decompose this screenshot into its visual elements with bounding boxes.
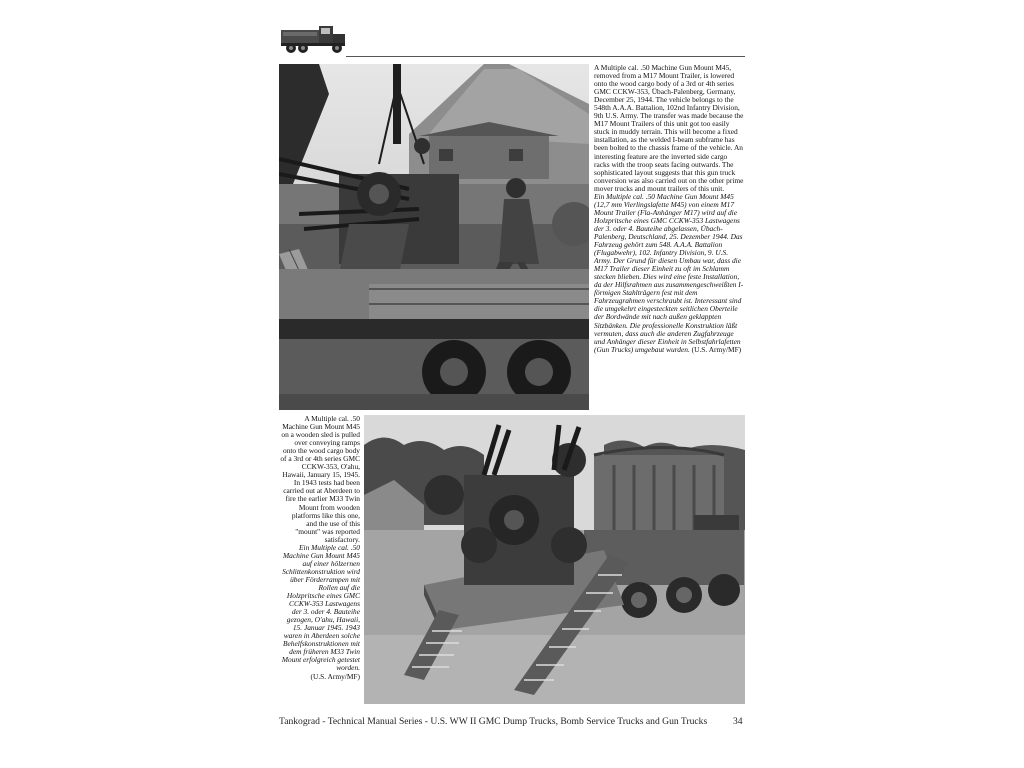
gun-mount-sled-photo	[364, 415, 745, 704]
caption-top-credit: (U.S. Army/MF)	[691, 344, 742, 354]
caption-top-german: Ein Multiple cal. .50 Machine Gun Mount M45 (12,7 mm Vierlingslafette M45) von einem M17 Mount Trailer (Fla-Anhänger M17) wird auf die Holzpritsche eines GMC CCKW-353 Lastwagens der 3. oder 4. Bauteihe abgelassen, Übach-Palenberg, Deutschland, 25. Dezember 1944. Das Fahrzeug gehört zum 548. A.A.A. Battalion (Flugabwehr), 102. Infantry Division, 9. U.S. Army. Der Grund für diesen Umbau war, dass die M17 Trailer dieser Einheit zu oft im Schlamm stecken blieben. Dies wird eine feste Installation, da der Hilfsrahmen aus zusammengeschweißten I-förmigen Stahlträgern fest mit dem Fahrzeugrahmen verschraubt ist. Interessant sind die umgekehrt eingesteckten seitlichen Oberteile der Bordwände mit nach außen geklappten Sitzbänken. Die professionelle Konstruktion läßt vermuten, dass auch die anderen Zugfahrzeuge und Anhänger dieser Einheit in Selbstfahrlafetten (Gun Trucks) umgebaut wurden.	[594, 191, 744, 354]
caption-bottom-english: A Multiple cal. .50 Machine Gun Mount M45 on a wooden sled is pulled over conveying ramps onto the wood cargo body of a 3rd or 4th series GMC CCKW-353, O'ahu, Hawaii, January 15, 1945. In 1943 tests had been carried out at Aberdeen to fire the earlier M33 Twin Mount from wooden platforms like this one, and the use of this "mount" was reported satisfactory.	[280, 414, 360, 544]
header-rule	[346, 56, 745, 57]
footer-title: Tankograd - Technical Manual Series - U.S. WW II GMC Dump Trucks, Bomb Service Trucks and Gun Trucks	[279, 716, 708, 727]
gun-mount-loading-photo	[279, 64, 589, 410]
caption-top-english: A Multiple cal. .50 Machine Gun Mount M45, removed from a M17 Mount Trailer, is lowered onto the wood cargo body of a 3rd or 4th series GMC CCKW-353, Übach-Palenberg, Germany, December 25, 1944. The vehicle belongs to the 548th A.A.A. Battalion, 102nd Infantry Division, 9th U.S. Army. The transfer was made because the M17 Mount Trailers of this unit got too easily stuck in muddy terrain. This will become a fixed installation, as the welded I-beam subframe has been bolted to the chassis frame of the vehicle. An interesting feature are the inverted side cargo racks with the troop seats facing outwards. The sophisticated layout suggests that this gun truck conversion was also carried out on the other prime mover trucks and mount trailers of this unit.	[594, 63, 744, 193]
page-number: 34	[733, 716, 743, 727]
caption-bottom-german: Ein Multiple cal. .50 Machine Gun Mount M45 auf einer hölzernen Schlittenkonstruktion wird über Förderrampen mit Rollen auf die Holzpritsche eines GMC CCKW-353 Lastwagens der 3. oder 4. Bauteihe gezogen, O'ahu, Hawaii, 15. Januar 1945. 1943 waren in Aberdeen solche Behelfskonstruktionen mit dem früheren M33 Twin Mount erfolgreich getestet worden.	[281, 542, 360, 673]
caption-bottom	[280, 415, 360, 681]
caption-top	[594, 64, 744, 354]
caption-bottom-credit: (U.S. Army/MF)	[310, 671, 360, 681]
dump-truck-icon	[279, 18, 349, 56]
